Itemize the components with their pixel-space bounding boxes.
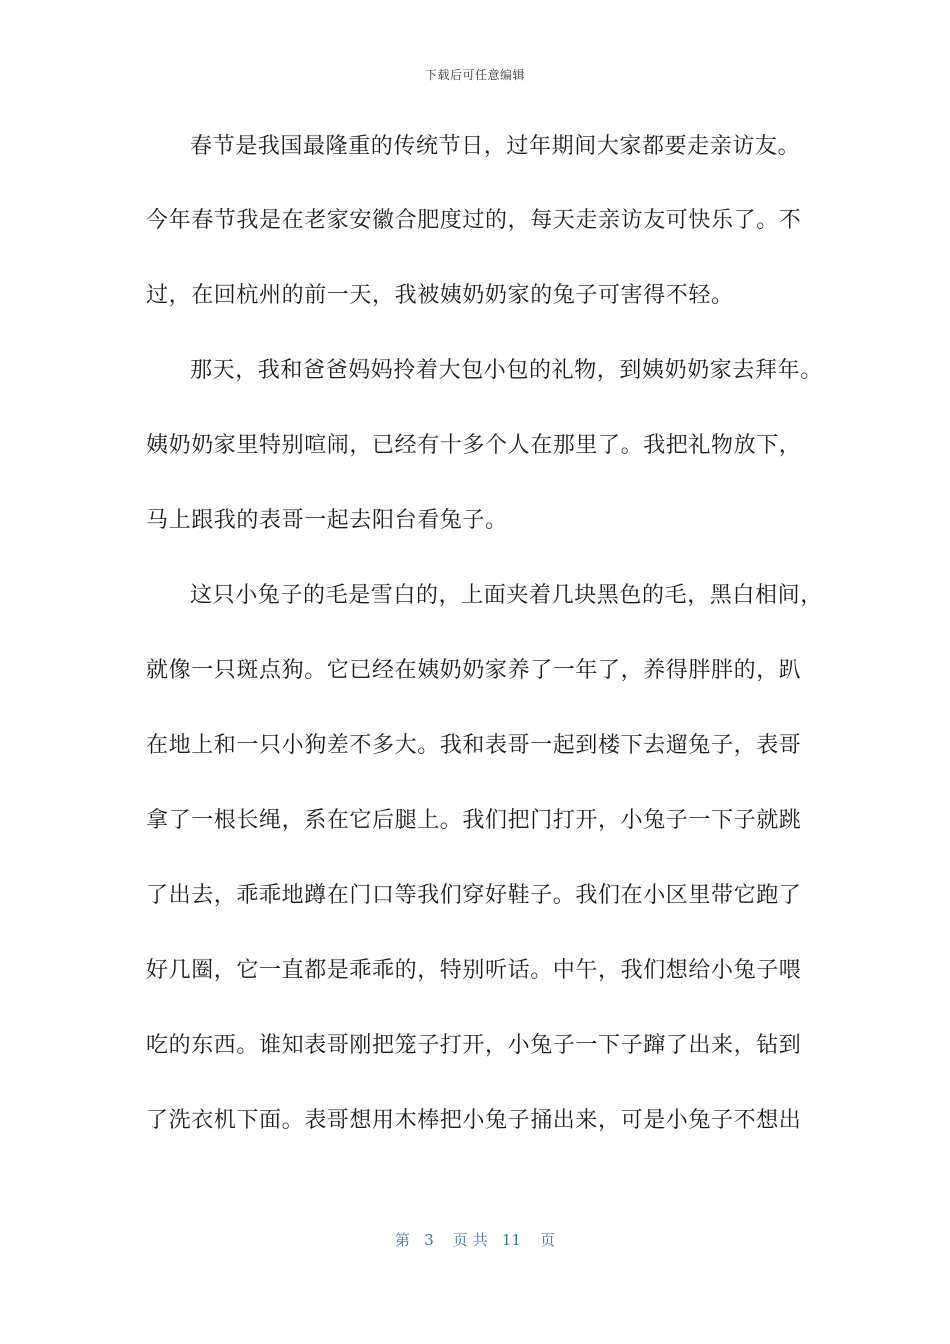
text-line: 今年春节我是在老家安徽合肥度过的，每天走亲访友可快乐了。不 [146,208,802,233]
footer-page-number: 3 [424,1231,434,1249]
text-line: 马上跟我的表哥一起去阳台看兔子。 [146,508,508,533]
text-line: 吃的东西。谁知表哥刚把笼子打开，小兔子一下子蹿了出来，钻到 [146,1033,802,1058]
text-line: 姨奶奶家里特别喧闹，已经有十多个人在那里了。我把礼物放下， [146,433,802,458]
text-line: 这只小兔子的毛是雪白的，上面夹着几块黑色的毛，黑白相间， [190,583,823,608]
footer-middle: 页 共 [452,1231,488,1249]
text-line: 那天，我和爸爸妈妈拎着大包小包的礼物，到姨奶奶家去拜年。 [190,358,823,383]
text-line: 春节是我国最隆重的传统节日，过年期间大家都要走亲访友。 [190,134,801,159]
text-line: 过，在回杭州的前一天，我被姨奶奶家的兔子可害得不轻。 [146,283,734,308]
text-line: 就像一只斑点狗。它已经在姨奶奶家养了一年了，养得胖胖的，趴 [146,658,802,683]
footer-suffix: 页 [540,1231,556,1249]
page-header: 下载后可任意编辑 [424,68,525,82]
text-line: 了出去，乖乖地蹲在门口等我们穿好鞋子。我们在小区里带它跑了 [146,883,802,908]
footer-total-pages: 11 [501,1231,522,1249]
page-footer [0,1229,950,1250]
footer-prefix: 第 [394,1231,410,1249]
text-line: 在地上和一只小狗差不多大。我和表哥一起到楼下去遛兔子，表哥 [146,733,802,758]
text-line: 拿了一根长绳，系在它后腿上。我们把门打开，小兔子一下子就跳 [146,808,802,833]
text-line: 了洗衣机下面。表哥想用木棒把小兔子捅出来，可是小兔子不想出 [146,1108,802,1133]
text-line: 好几圈，它一直都是乖乖的，特别听话。中午，我们想给小兔子喂 [146,958,802,983]
